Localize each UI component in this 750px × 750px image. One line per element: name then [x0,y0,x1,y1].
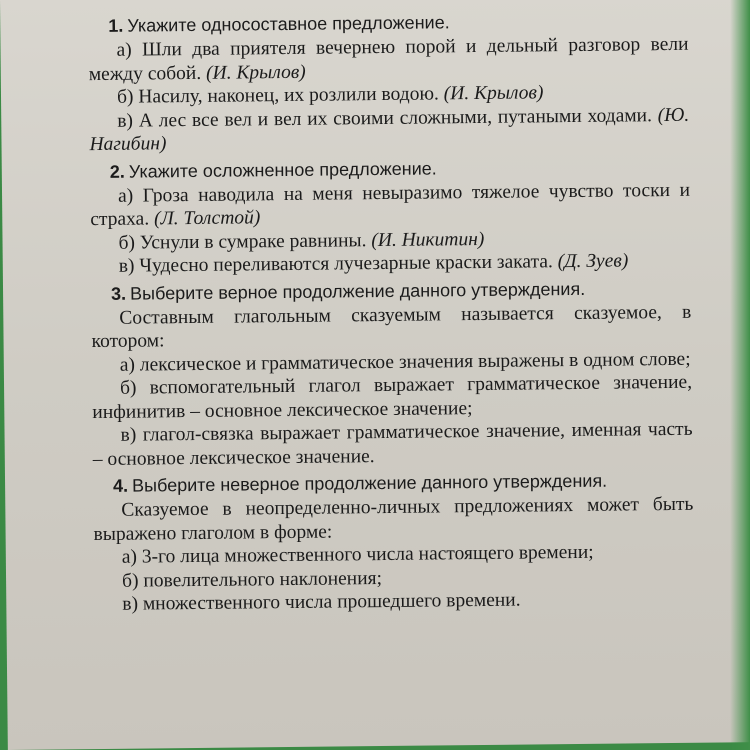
question-4-option-a: а) 3-го лица множественного числа настоящего времени; [121,541,594,568]
option-author: (Д. Зуев) [557,250,629,273]
question-2-number: 2. [109,161,125,182]
question-4-heading [113,469,693,497]
option-text: б) Насилу, наконец, их розлили водою. [116,83,444,108]
test-content [88,5,694,617]
question-4-option-b: б) повелительного наклонения; [121,567,383,592]
option-text: в) А лес все вел и вел их своими сложными, путаными ходами. [117,104,658,132]
question-2-heading [110,154,690,182]
option-author: (И. Никитин) [371,228,485,251]
option-author: (Л. Толстой) [153,207,261,230]
option-text: б) Уснули в сумраке равнины. [118,229,372,254]
table-background [730,0,750,750]
question-3-stem: Составным глагольным сказуемым называется сказуемое, в котором: [91,301,692,353]
option-author: (И. Крылов) [443,82,544,105]
question-4-prompt: Выберите неверное продолжение данного утверждения. [132,470,608,496]
question-2-option-c [91,249,691,279]
question-3-heading [111,276,691,304]
option-author: (Ю. Нагибин) [89,104,690,156]
question-1-heading [108,9,688,37]
question-1-number: 1. [108,15,124,36]
question-4-option-c: в) множественного числа прошедшего времени. [122,589,521,615]
question-2-option-a [90,178,690,231]
question-3-option-b: б) вспомогательный глагол выражает грамматическое значение, инфинитив – основное лексическое значение; [92,371,693,423]
option-text: а) Гроза наводила на меня невыразимо тяжелое чувство тоски и страха. [90,179,691,231]
option-text: а) Шли два приятеля вечернею порой и дельный разговор вели между собой. [88,33,689,85]
option-author: (И. Крылов) [205,61,306,84]
question-3-prompt: Выберите верное продолжение данного утверждения. [129,278,586,304]
question-4-number: 4. [112,475,129,496]
question-3-number: 3. [110,283,127,304]
question-1-option-c [89,103,689,156]
question-3-option-a: а) лексическое и грамматическое значения выражены в одном слове; [119,348,691,376]
question-4-stem: Сказуемое в неопределенно-личных предложениях может быть выражено глаголом в форме: [93,493,694,545]
option-text: в) Чудесно переливаются лучезарные краски заката. [118,251,558,277]
question-3-option-c: в) глагол-связка выражает грамматическое значение, именная часть – основное лексическое значение. [92,418,693,470]
question-1-prompt: Укажите односоставное предложение. [127,12,450,36]
question-1-option-a [88,33,688,86]
question-2-prompt: Укажите осложненное предложение. [128,157,437,182]
